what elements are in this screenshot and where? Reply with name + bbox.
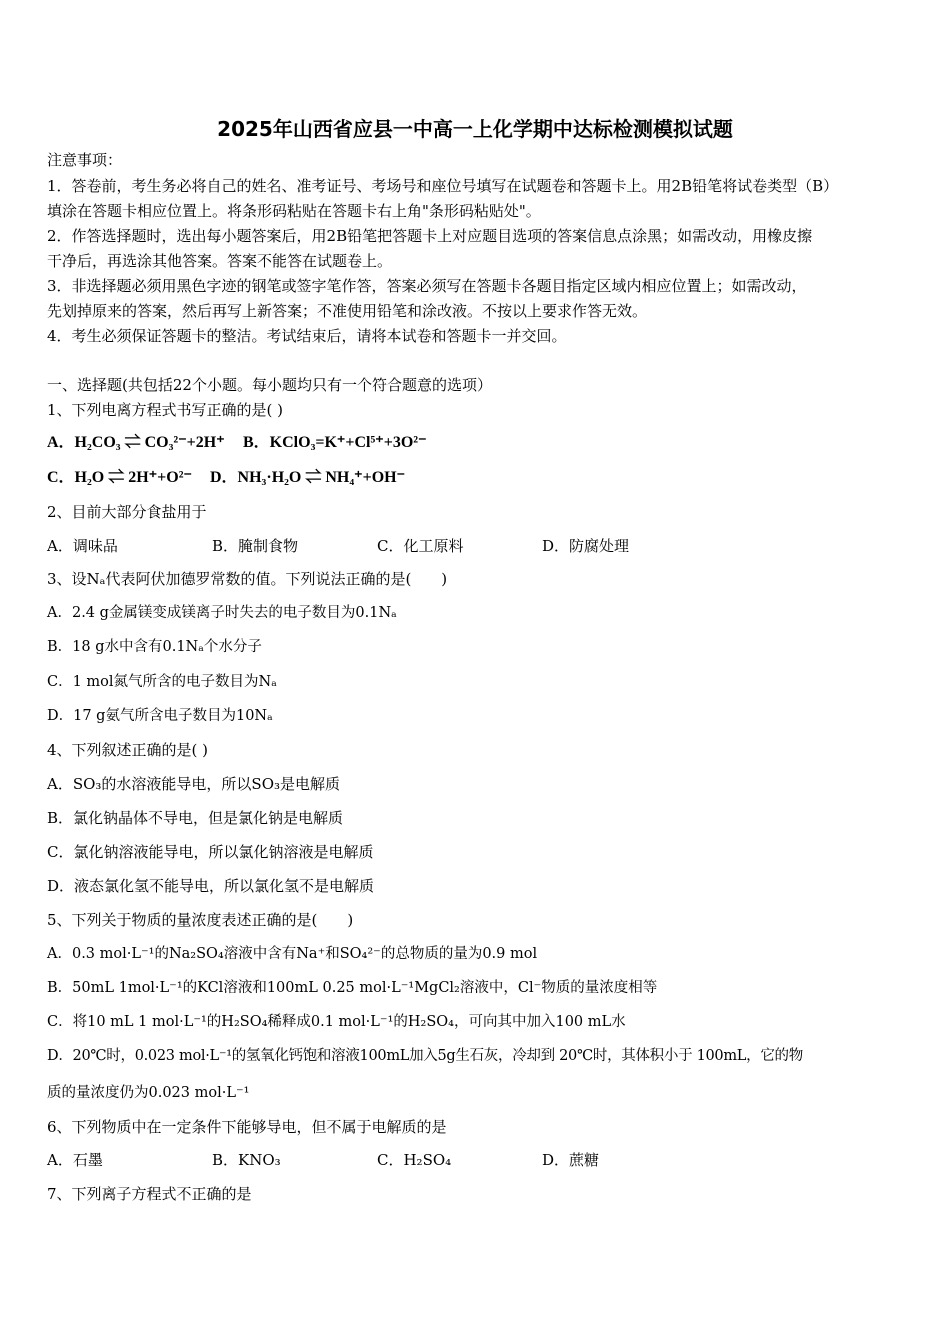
option-b: B．18 g水中含有0.1Nₐ个水分子 (47, 639, 262, 655)
question-stem: 1、下列电离方程式书写正确的是( ) (47, 401, 284, 419)
option-a: A．调味品 (47, 537, 118, 555)
option-c: C．H₂O ⇌ 2H⁺+O²⁻ (47, 469, 192, 486)
option-c: C．氯化钠溶液能导电，所以氯化钠溶液是电解质 (47, 843, 374, 861)
note-line: 填涂在答题卡相应位置上。将条形码粘贴在答题卡右上角"条形码粘贴处"。 (47, 202, 541, 220)
option-d: D．防腐处理 (542, 537, 630, 555)
option-d: D．20℃时，0.023 mol·L⁻¹的氢氧化钙饱和溶液100mL加入5g生石灰，冷却到 20℃时，其体积小于 100mL，它的物 (47, 1048, 803, 1064)
option-b: B．KNO₃ (212, 1151, 281, 1169)
note-line: 3．非选择题必须用黑色字迹的钢笔或签字笔作答，答案必须写在答题卡各题目指定区域内相应位置上；如需改动， (47, 277, 807, 295)
option-a: A．石墨 (47, 1151, 103, 1169)
option-d-continued: 质的量浓度仍为0.023 mol·L⁻¹ (47, 1085, 250, 1101)
question-stem: 4、下列叙述正确的是( ) (47, 741, 209, 759)
option-c: C．化工原料 (377, 537, 464, 555)
option-b: B．氯化钠晶体不导电，但是氯化钠是电解质 (47, 809, 344, 827)
note-line: 1．答卷前，考生务必将自己的姓名、准考证号、考场号和座位号填写在试题卷和答题卡上。用2B铅笔将试卷类型（B） (47, 177, 839, 195)
note-line: 2．作答选择题时，选出每小题答案后，用2B铅笔把答题卡上对应题目选项的答案信息点涂黑；如需改动，用橡皮擦 (47, 227, 813, 245)
section-heading: 一、选择题(共包括22个小题。每小题均只有一个符合题意的选项） (47, 376, 492, 394)
notes-heading: 注意事项： (47, 151, 123, 169)
option-d: D．蔗糖 (542, 1151, 600, 1169)
option-a: A．SO₃的水溶液能导电，所以SO₃是电解质 (47, 775, 341, 793)
option-c: C．H₂SO₄ (377, 1151, 452, 1169)
question-stem: 6、下列物质中在一定条件下能够导电，但不属于电解质的是 (47, 1118, 447, 1136)
option-c: C．将10 mL 1 mol·L⁻¹的H₂SO₄稀释成0.1 mol·L⁻¹的H₂SO₄，可向其中加入100 mL水 (47, 1014, 626, 1030)
question-stem: 7、下列离子方程式不正确的是 (47, 1185, 252, 1203)
option-a: A．0.3 mol·L⁻¹的Na₂SO₄溶液中含有Na⁺和SO₄²⁻的总物质的量为0.9 mol (47, 946, 538, 962)
option-b: B．KClO₃=K⁺+Cl⁵⁺+3O²⁻ (243, 434, 427, 451)
question-stem: 2、目前大部分食盐用于 (47, 503, 207, 521)
option-b: B．腌制食物 (212, 537, 299, 555)
option-d: D．17 g氨气所含电子数目为10Nₐ (47, 708, 273, 724)
note-line: 干净后，再选涂其他答案。答案不能答在试题卷上。 (47, 252, 393, 270)
note-line: 4．考生必须保证答题卡的整洁。考试结束后，请将本试卷和答题卡一并交回。 (47, 327, 567, 345)
option-c: C．1 mol氮气所含的电子数目为Nₐ (47, 674, 277, 690)
option-d: D．NH₃·H₂O ⇌ NH₄⁺+OH⁻ (210, 469, 406, 486)
note-line: 先划掉原来的答案，然后再写上新答案；不准使用铅笔和涂改液。不按以上要求作答无效。 (47, 302, 648, 320)
option-a: A．H₂CO₃ ⇌ CO₃²⁻+2H⁺ (47, 434, 225, 451)
option-d: D．液态氯化氢不能导电，所以氯化氢不是电解质 (47, 877, 375, 895)
option-a: A．2.4 g金属镁变成镁离子时失去的电子数目为0.1Nₐ (47, 605, 397, 621)
option-b: B．50mL 1mol·L⁻¹的KCl溶液和100mL 0.25 mol·L⁻¹MgCl₂溶液中，Cl⁻物质的量浓度相等 (47, 980, 658, 996)
page-title: 2025年山西省应县一中高一上化学期中达标检测模拟试题 (217, 117, 733, 141)
question-stem: 5、下列关于物质的量浓度表述正确的是( ) (47, 911, 354, 929)
question-stem: 3、设Nₐ代表阿伏加德罗常数的值。下列说法正确的是( ) (47, 570, 448, 588)
